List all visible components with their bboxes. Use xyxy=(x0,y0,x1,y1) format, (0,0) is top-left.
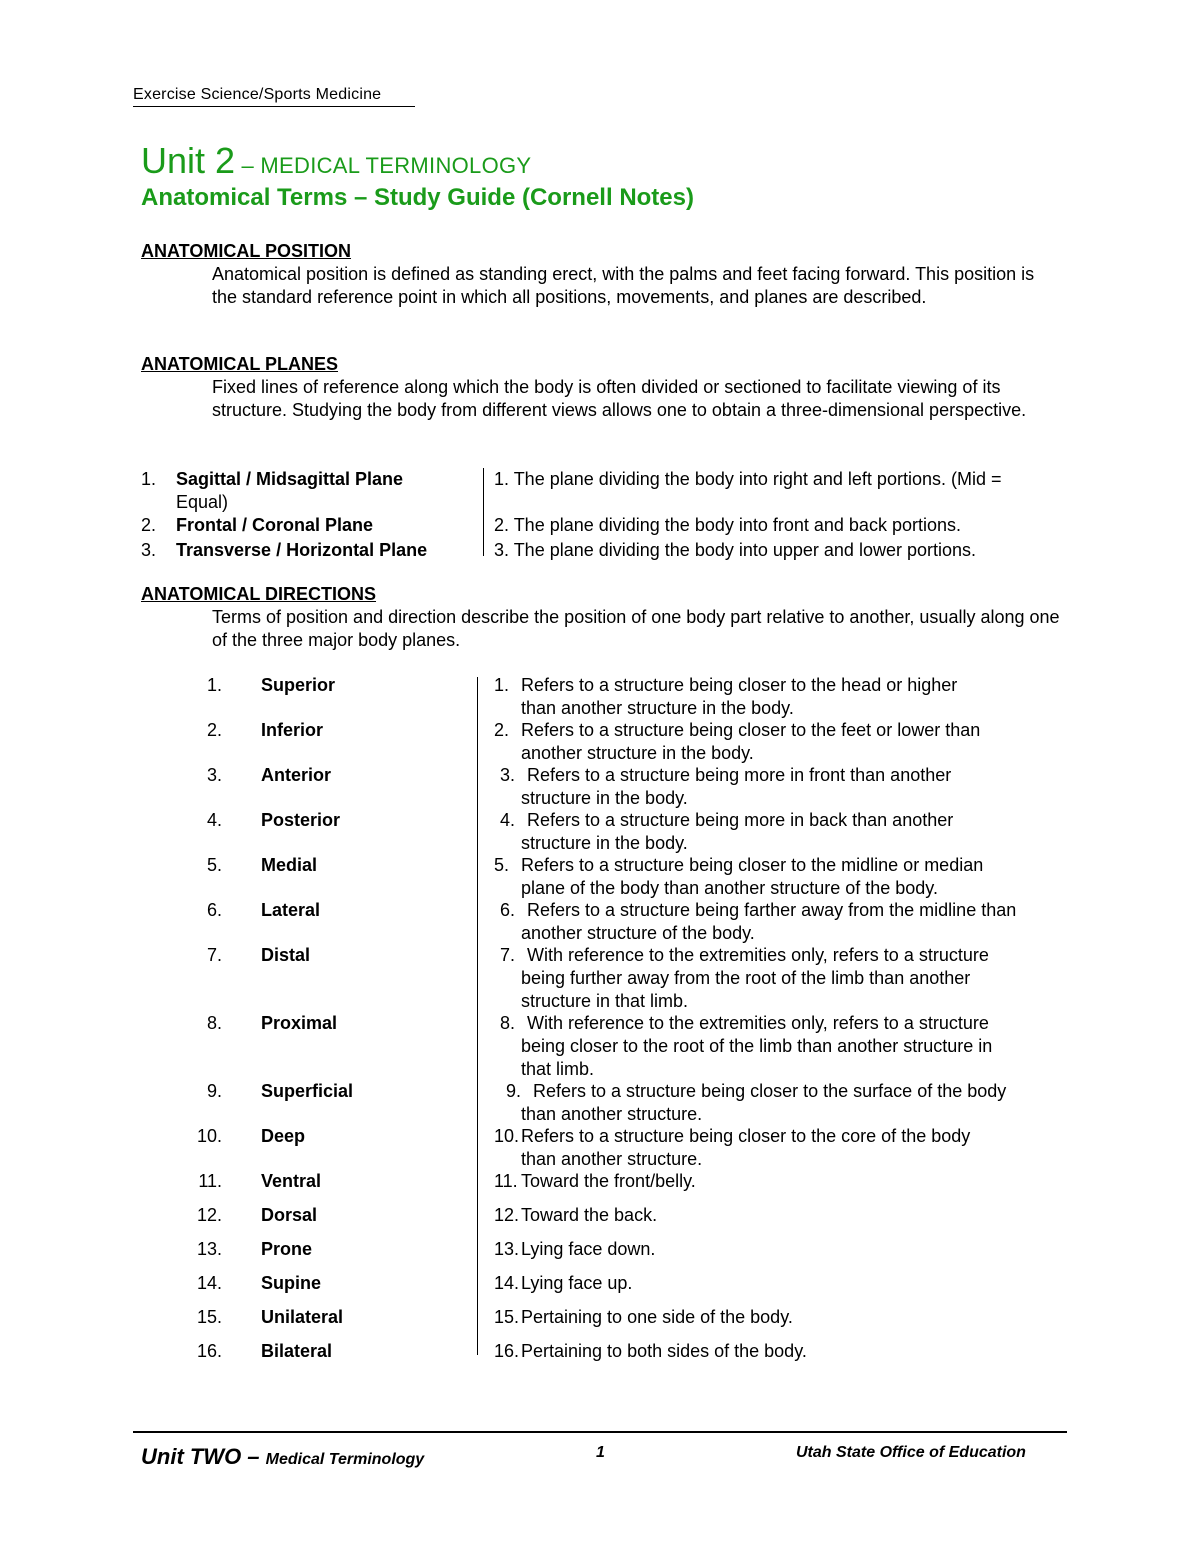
directions-text: Terms of position and direction describe the position of one body part relative to another, usually along one of the three major body planes. xyxy=(212,607,1060,650)
definition-number: 14. xyxy=(494,1273,520,1293)
definition-continued: than another structure in the body. xyxy=(521,698,794,718)
footer-unit-label: Unit TWO – xyxy=(141,1444,266,1469)
definition-continued: that limb. xyxy=(521,1059,595,1079)
page-subtitle: Anatomical Terms – Study Guide (Cornell Notes) xyxy=(141,184,694,211)
definition-first-line xyxy=(500,765,951,785)
direction-number: 12. xyxy=(196,1205,222,1225)
directions-divider xyxy=(477,677,478,1355)
direction-definition xyxy=(494,1306,1064,1329)
direction-term: Proximal xyxy=(261,1013,338,1033)
direction-definition xyxy=(494,1340,1064,1363)
definition-text: Refers to a structure being farther away from the midline than xyxy=(527,900,1017,920)
plane-term-continued: Equal) xyxy=(176,492,229,512)
direction-number: 2. xyxy=(206,720,222,740)
plane-definition: 3. The plane dividing the body into upper and lower portions. xyxy=(494,540,976,560)
definition-first-line xyxy=(494,1341,807,1361)
plane-definition: 1. The plane dividing the body into right and left portions. (Mid = xyxy=(494,469,1002,489)
definition-first-line xyxy=(494,1126,970,1146)
direction-term: Anterior xyxy=(261,765,332,785)
definition-first-line xyxy=(494,1307,793,1327)
definition-number: 10. xyxy=(494,1126,520,1146)
direction-term: Inferior xyxy=(261,720,324,740)
definition-number: 6. xyxy=(500,900,516,920)
planes-text: Fixed lines of reference along which the body is often divided or sectioned to facilitate viewing of its structure. Studying the body from different views allows one to obtain a three-dimensional perspective. xyxy=(212,377,1027,420)
direction-number: 11. xyxy=(198,1171,222,1191)
footer-course: Medical Terminology xyxy=(265,1451,425,1468)
definition-number: 15. xyxy=(494,1307,520,1327)
direction-term: Bilateral xyxy=(261,1341,333,1361)
direction-term: Posterior xyxy=(261,810,341,830)
direction-definition xyxy=(500,944,1070,1013)
planes-divider xyxy=(483,468,484,556)
definition-text: Refers to a structure being closer to the head or higher xyxy=(521,675,958,695)
definition-continued: being further away from the root of the limb than another xyxy=(521,968,971,988)
direction-term: Prone xyxy=(261,1239,313,1259)
footer-unit xyxy=(141,1444,424,1470)
definition-number: 9. xyxy=(506,1081,522,1101)
definition-continued: another structure of the body. xyxy=(521,923,755,943)
definition-text: Toward the front/belly. xyxy=(521,1171,696,1191)
definition-number: 7. xyxy=(500,945,516,965)
definition-number: 1. xyxy=(494,675,510,695)
definition-first-line xyxy=(494,1171,696,1191)
direction-term: Dorsal xyxy=(261,1205,318,1225)
page-title xyxy=(141,140,531,182)
definition-continued: plane of the body than another structure of the body. xyxy=(521,878,938,898)
definition-text: Lying face up. xyxy=(521,1273,633,1293)
definition-text: With reference to the extremities only, refers to a structure xyxy=(527,1013,989,1033)
footer-page-number: 1 xyxy=(596,1444,605,1461)
plane-number: 1. xyxy=(141,469,157,489)
definition-first-line xyxy=(494,720,980,740)
direction-term: Medial xyxy=(261,855,318,875)
definition-number: 16. xyxy=(494,1341,520,1361)
direction-number: 8. xyxy=(206,1013,222,1033)
title-subject: – MEDICAL TERMINOLOGY xyxy=(235,153,532,178)
plane-term: Sagittal / Midsagittal Plane xyxy=(176,469,404,489)
direction-term: Distal xyxy=(261,945,311,965)
plane-number: 3. xyxy=(141,540,157,560)
definition-number: 12. xyxy=(494,1205,520,1225)
definition-continued: than another structure. xyxy=(521,1104,703,1124)
definition-text: Pertaining to both sides of the body. xyxy=(521,1341,807,1361)
direction-number: 9. xyxy=(206,1081,222,1101)
definition-first-line xyxy=(506,1081,1006,1101)
definition-number: 8. xyxy=(500,1013,516,1033)
definition-first-line xyxy=(500,945,989,965)
direction-number: 1. xyxy=(206,675,222,695)
definition-first-line xyxy=(494,1239,655,1259)
planes-heading: ANATOMICAL PLANES xyxy=(141,354,339,374)
direction-definition xyxy=(494,1204,1064,1227)
plane-term: Frontal / Coronal Plane xyxy=(176,515,374,535)
direction-definition xyxy=(494,1125,1064,1171)
definition-text: Refers to a structure being more in back than another xyxy=(527,810,954,830)
plane-term: Transverse / Horizontal Plane xyxy=(176,540,428,560)
direction-term: Ventral xyxy=(261,1171,322,1191)
direction-number: 4. xyxy=(206,810,222,830)
direction-term: Superficial xyxy=(261,1081,354,1101)
direction-number: 10. xyxy=(196,1126,222,1146)
definition-continued: another structure in the body. xyxy=(521,743,754,763)
direction-term: Unilateral xyxy=(261,1307,344,1327)
definition-number: 13. xyxy=(494,1239,520,1259)
footer-publisher: Utah State Office of Education xyxy=(796,1444,1026,1461)
footer-rule xyxy=(133,1431,1067,1433)
definition-text: Refers to a structure being more in front than another xyxy=(527,765,952,785)
direction-definition xyxy=(494,1170,1064,1193)
direction-definition xyxy=(494,674,1064,720)
definition-continued: being closer to the root of the limb than another structure in xyxy=(521,1036,993,1056)
direction-number: 13. xyxy=(196,1239,222,1259)
definition-text: Refers to a structure being closer to the surface of the body xyxy=(533,1081,1007,1101)
direction-number: 15. xyxy=(196,1307,222,1327)
direction-definition xyxy=(494,1238,1064,1261)
definition-text: With reference to the extremities only, refers to a structure xyxy=(527,945,989,965)
position-heading: ANATOMICAL POSITION xyxy=(141,241,352,261)
directions-heading: ANATOMICAL DIRECTIONS xyxy=(141,584,377,604)
definition-first-line xyxy=(500,900,1016,920)
plane-definition: 2. The plane dividing the body into front and back portions. xyxy=(494,515,961,535)
definition-text: Lying face down. xyxy=(521,1239,656,1259)
direction-term: Deep xyxy=(261,1126,306,1146)
definition-first-line xyxy=(494,675,957,695)
direction-term: Lateral xyxy=(261,900,321,920)
direction-number: 5. xyxy=(206,855,222,875)
direction-term: Supine xyxy=(261,1273,322,1293)
definition-text: Refers to a structure being closer to the core of the body xyxy=(521,1126,971,1146)
definition-first-line xyxy=(494,1205,657,1225)
definition-continued: than another structure. xyxy=(521,1149,703,1169)
running-header: Exercise Science/Sports Medicine xyxy=(133,86,415,107)
definition-continued: structure in the body. xyxy=(521,833,688,853)
definition-number: 4. xyxy=(500,810,516,830)
direction-definition xyxy=(494,1272,1064,1295)
direction-definition xyxy=(500,899,1070,945)
direction-definition xyxy=(494,854,1064,900)
direction-number: 14. xyxy=(196,1273,222,1293)
definition-text: Pertaining to one side of the body. xyxy=(521,1307,793,1327)
direction-number: 3. xyxy=(206,765,222,785)
definition-first-line xyxy=(494,1273,632,1293)
position-text: Anatomical position is defined as standing erect, with the palms and feet facing forward. This position is the standard reference point in which all positions, movements, and planes are described. xyxy=(212,264,1035,307)
direction-number: 7. xyxy=(206,945,222,965)
definition-text: Refers to a structure being closer to the feet or lower than xyxy=(521,720,981,740)
direction-definition xyxy=(500,1012,1070,1081)
direction-number: 6. xyxy=(206,900,222,920)
definition-first-line xyxy=(500,1013,989,1033)
definition-continued: structure in the body. xyxy=(521,788,688,808)
direction-number: 16. xyxy=(196,1341,222,1361)
direction-definition xyxy=(500,809,1070,855)
definition-number: 11. xyxy=(494,1171,518,1191)
definition-continued: structure in that limb. xyxy=(521,991,689,1011)
definition-number: 5. xyxy=(494,855,510,875)
direction-definition xyxy=(506,1080,1076,1126)
definition-number: 2. xyxy=(494,720,510,740)
direction-definition xyxy=(494,719,1064,765)
definition-text: Toward the back. xyxy=(521,1205,658,1225)
plane-number: 2. xyxy=(141,515,157,535)
definition-first-line xyxy=(494,855,983,875)
definition-number: 3. xyxy=(500,765,516,785)
definition-text: Refers to a structure being closer to the midline or median xyxy=(521,855,984,875)
title-unit: Unit 2 xyxy=(141,140,236,181)
direction-term: Superior xyxy=(261,675,336,695)
definition-first-line xyxy=(500,810,953,830)
direction-definition xyxy=(500,764,1070,810)
